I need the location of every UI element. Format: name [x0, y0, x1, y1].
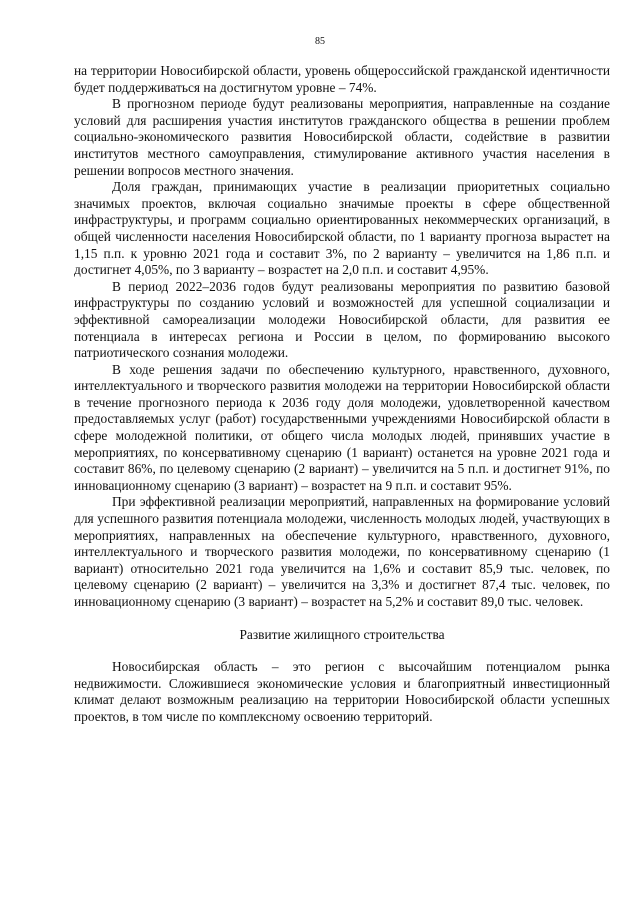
paragraph-civil-society-measures: В прогнозном периоде будут реализованы мероприятия, направленные на создание условий для расширения участия институтов гражданского общества в решении проблем социально-экономического развития Новосибирской области, содействие в развитии институтов местного самоуправления, стимулирование активного участия населения в решении вопросов местного значения. — [74, 96, 610, 178]
document-body — [74, 63, 610, 726]
paragraph-social-projects-share: Доля граждан, принимающих участие в реализации приоритетных социально значимых проектов, включая социально значимые проекты в сфере общественной инфраструктуры, и программ социально ориентированных некоммерческих организаций, в общей численности населения Новосибирской области, по 1 варианту прогноза вырастет на 1,15 п.п. к уровню 2021 года и составит 3%, по 2 варианту – увеличится на 1,86 п.п. и достигнет 4,05%, по 3 варианту – возрастет на 2,0 п.п. и составит 4,95%. — [74, 179, 610, 278]
section-heading: Развитие жилищного строительства — [239, 626, 445, 642]
paragraph-real-estate: Новосибирская область – это регион с высочайшим потенциалом рынка недвижимости. Сложившиеся экономические условия и благоприятный инвестиционный климат делают возможным реализацию на территории Новосибирской области успешных проектов, в том числе по комплексному освоению территорий. — [74, 659, 610, 724]
paragraph-youth-satisfaction: В ходе решения задачи по обеспечению культурного, нравственного, духовного, интеллектуального и творческого развития молодежи на территории Новосибирской области в течение прогнозного периода к 2036 году доля молодежи, удовлетворенной качеством предоставляемых услуг (работ) государственными учреждениями Новосибирской области в сфере молодежной политики, от общего числа молодых людей, принявших участие в мероприятиях, по консервативному сценарию (1 вариант) останется на уровне 2021 года и составит 86%, по целевому сценарию (2 вариант) – увеличится на 5 п.п. и достигнет 91%, по инновационному сценарию (3 вариант) – возрастет на 9 п.п. и составит 95%. — [74, 361, 610, 493]
paragraph-youth-participants: При эффективной реализации мероприятий, направленных на формирование условий для успешного развития потенциала молодежи, численность молодых людей, участвующих в мероприятиях, направленных на обеспечение культурного, нравственного, духовного, интеллектуального и творческого развития молодежи, по консервативному сценарию (1 вариант) относительно 2021 года увеличится на 1,6% и составит 85,9 тыс. человек, по целевому сценарию (2 вариант) – увеличится на 3,3% и достигнет 87,4 тыс. человек, по инновационному сценарию (3 вариант) – возрастет на 5,2% и составит 89,0 тыс. человек. — [74, 494, 610, 609]
paragraph-continuation: на территории Новосибирской области, уровень общероссийской гражданской идентичности будет поддерживаться на достигнутом уровне – 74%. — [74, 63, 610, 95]
page-number: 85 — [315, 36, 325, 47]
paragraph-youth-infrastructure: В период 2022–2036 годов будут реализованы мероприятия по развитию базовой инфраструктуры по созданию условий и возможностей для успешной социализации и эффективной самореализации молодежи Новосибирской области, для развития ее потенциала в интересах региона и России в целом, по формированию высокого патриотического сознания молодежи. — [74, 278, 610, 361]
